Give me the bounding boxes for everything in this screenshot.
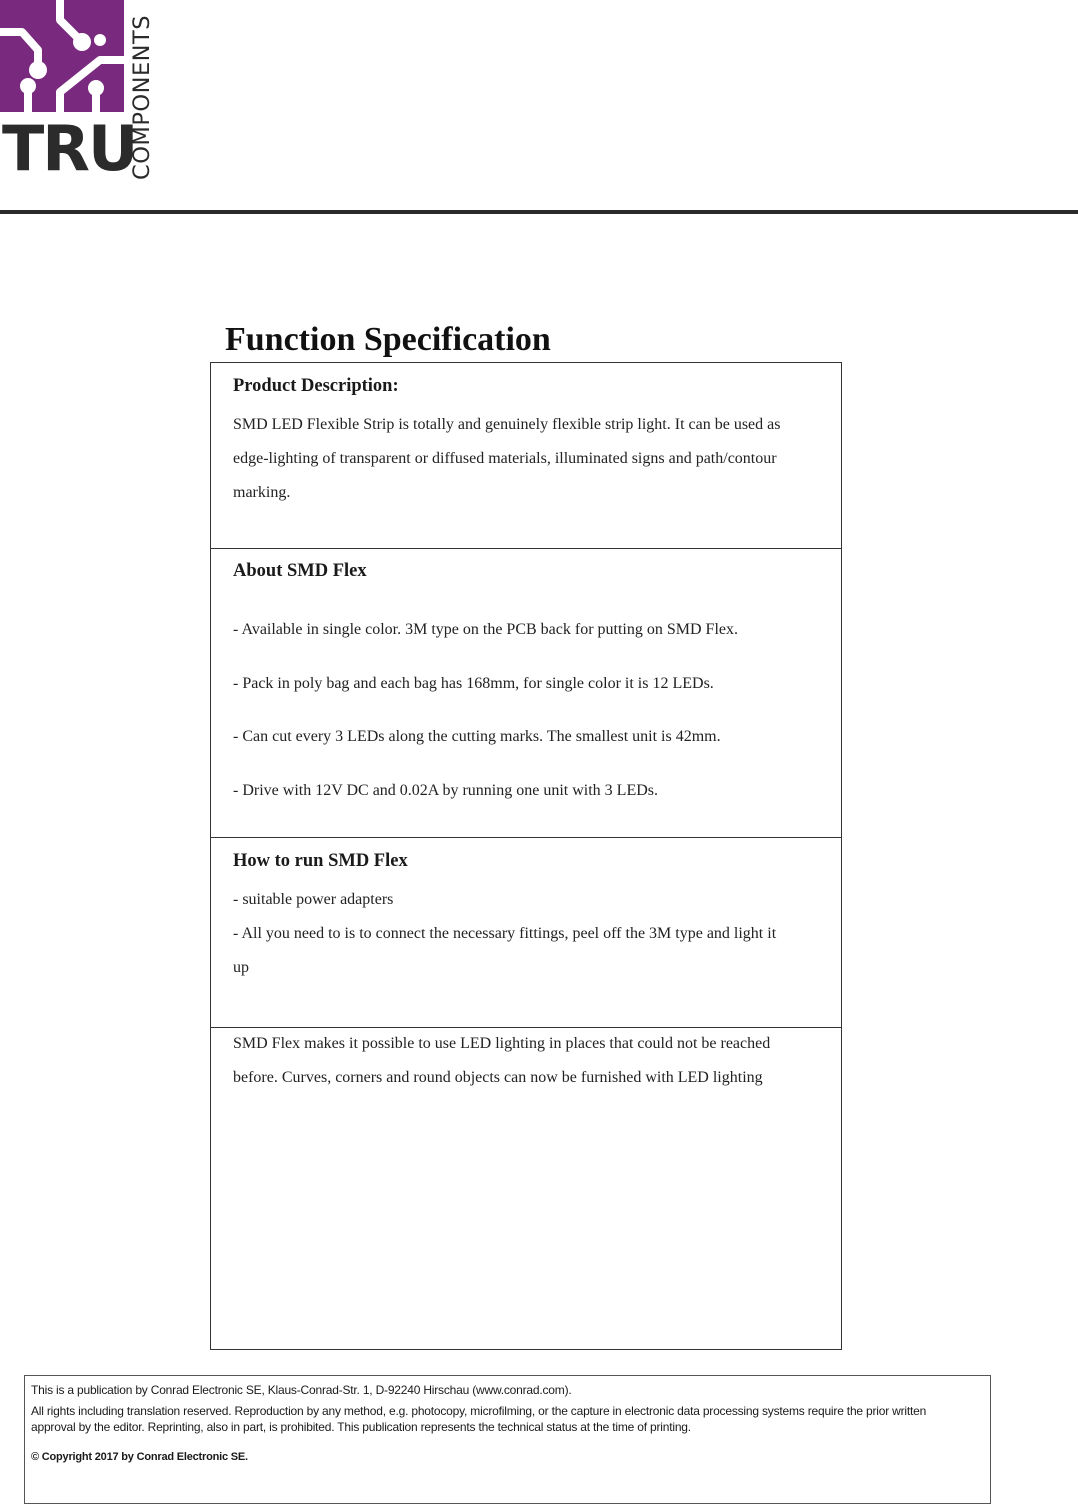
logo-wordmark: TRU <box>2 112 137 185</box>
text-line: SMD LED Flexible Strip is totally and genuinely flexible strip light. It can be used as <box>233 416 781 433</box>
specification-table <box>210 362 842 1350</box>
publisher-line: This is a publication by Conrad Electronic SE, Klaus-Conrad-Str. 1, D-92240 Hirschau (www.conrad.com). <box>31 1383 572 1397</box>
summary-section <box>211 1027 841 1349</box>
list-item: - Can cut every 3 LEDs along the cutting marks. The smallest unit is 42mm. <box>233 728 721 745</box>
list-item: - Pack in poly bag and each bag has 168mm, for single color it is 12 LEDs. <box>233 675 714 692</box>
section-heading: Product Description: <box>233 376 399 396</box>
logo-subtitle: COMPONENTS <box>129 14 155 180</box>
product-description-section <box>211 363 841 548</box>
section-heading: About SMD Flex <box>233 561 367 581</box>
text-line: marking. <box>233 484 291 501</box>
text-line: SMD Flex makes it possible to use LED lighting in places that could not be reached <box>233 1035 771 1052</box>
list-item: - Drive with 12V DC and 0.02A by running one unit with 3 LEDs. <box>233 782 659 799</box>
circuit-logo-icon <box>0 0 124 112</box>
rights-line: All rights including translation reserved. Reproduction by any method, e.g. photocopy, microfilming, or the capture in electronic data processing systems require the prior written <box>31 1404 927 1418</box>
header-divider <box>0 210 1078 214</box>
about-section <box>211 548 841 837</box>
brand-logo <box>0 0 160 185</box>
rights-line: approval by the editor. Reprinting, also in part, is prohibited. This publication represents the technical status at the time of printing. <box>31 1420 691 1434</box>
list-item: - All you need to is to connect the necessary fittings, peel off the 3M type and light it <box>233 925 777 942</box>
section-heading: How to run SMD Flex <box>233 851 408 871</box>
list-item: - suitable power adapters <box>233 891 394 908</box>
list-item: - Available in single color. 3M type on the PCB back for putting on SMD Flex. <box>233 621 738 638</box>
text-line: edge-lighting of transparent or diffused materials, illuminated signs and path/contour <box>233 450 777 467</box>
text-line: before. Curves, corners and round objects can now be furnished with LED lighting <box>233 1069 763 1086</box>
text-line: up <box>233 959 249 976</box>
copyright-line: © Copyright 2017 by Conrad Electronic SE. <box>31 1451 248 1463</box>
document-title: Function Specification <box>225 321 551 358</box>
legal-footer <box>24 1375 991 1504</box>
how-to-run-section <box>211 837 841 1027</box>
